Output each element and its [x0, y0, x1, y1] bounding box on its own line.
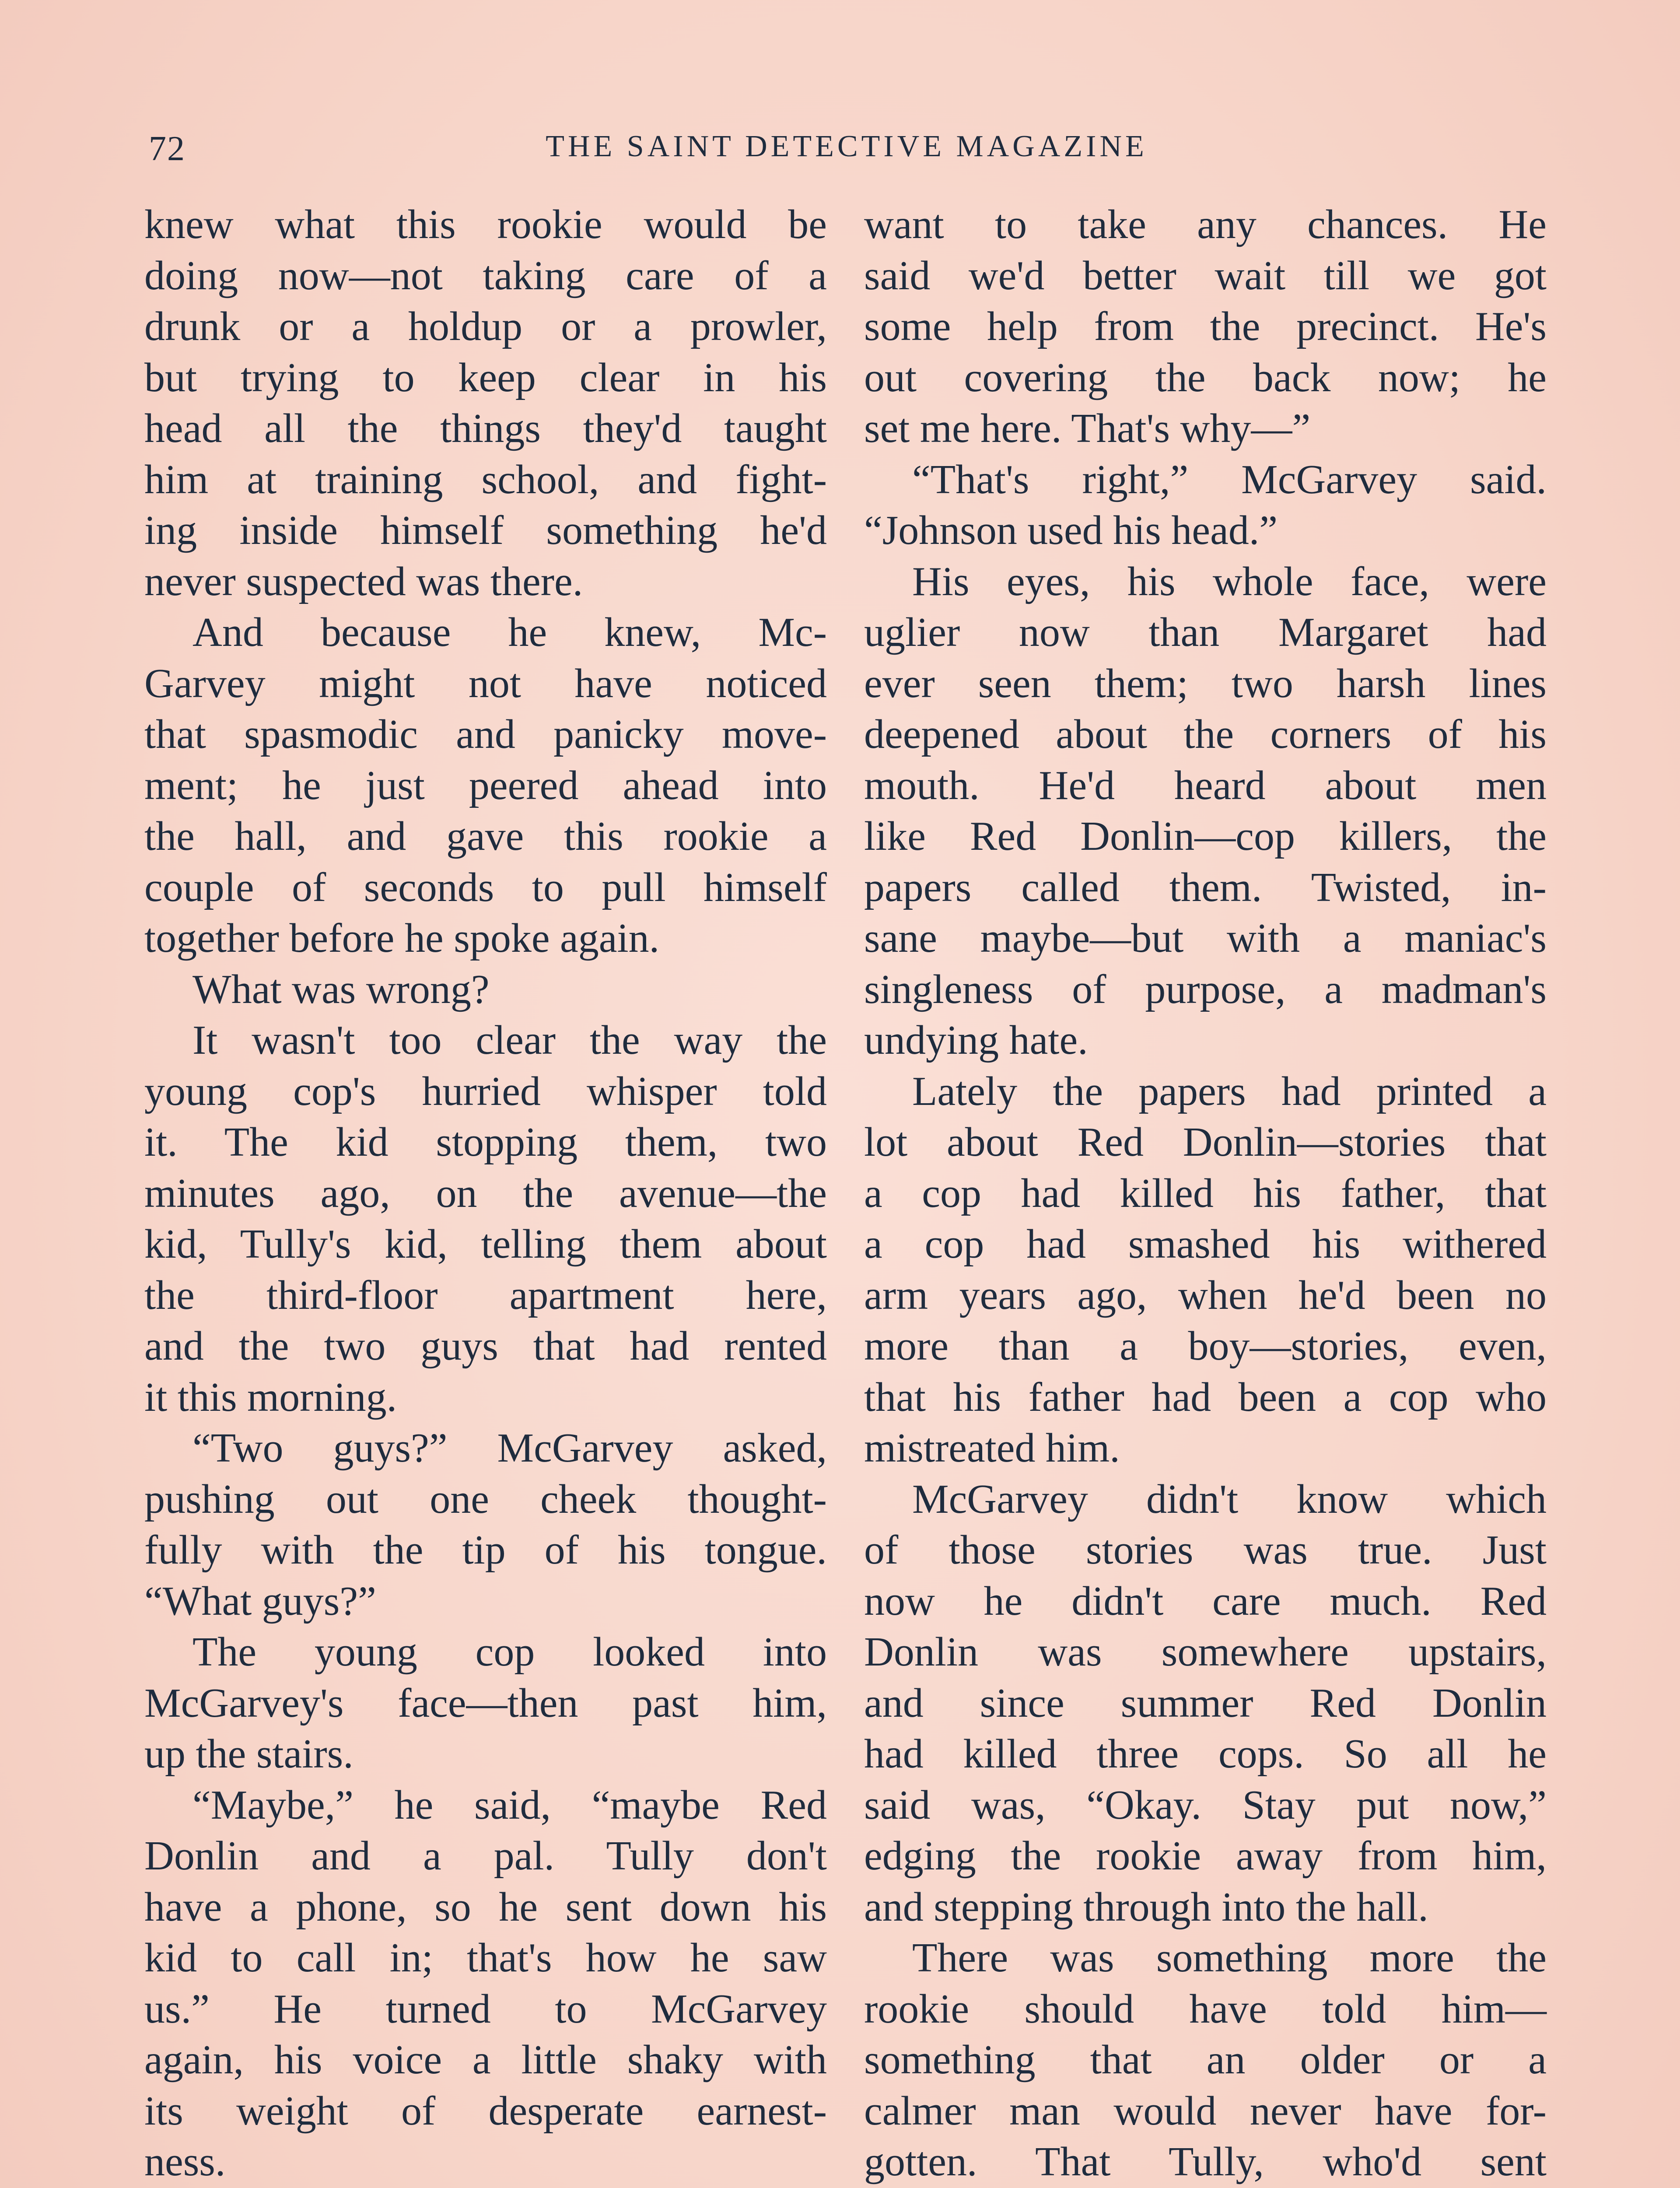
text-line: Donlin and a pal. Tully don't: [144, 1833, 827, 1879]
text-line: something that an older or a: [864, 2037, 1547, 2083]
text-line: kid to call in; that's how he saw: [144, 1935, 827, 1981]
text-line: more than a boy—stories, even,: [864, 1323, 1547, 1369]
text-line: head all the things they'd taught: [144, 406, 827, 451]
text-line: The young cop looked into: [192, 1629, 827, 1675]
text-line: ing inside himself something he'd: [144, 508, 827, 553]
text-line: It wasn't too clear the way the: [192, 1017, 827, 1063]
text-line: and since summer Red Donlin: [864, 1680, 1547, 1726]
text-line: it this morning.: [144, 1374, 397, 1420]
text-line: some help from the precinct. He's: [864, 304, 1547, 349]
text-line: McGarvey's face—then past him,: [144, 1680, 827, 1726]
text-line: papers called them. Twisted, in-: [864, 864, 1547, 910]
text-line: Garvey might not have noticed: [144, 660, 827, 706]
text-line: said was, “Okay. Stay put now,”: [864, 1782, 1547, 1828]
text-line: lot about Red Donlin—stories that: [864, 1119, 1547, 1165]
text-line: young cop's hurried whisper told: [144, 1068, 827, 1114]
text-line: the hall, and gave this rookie a: [144, 813, 827, 859]
text-line: sane maybe—but with a maniac's: [864, 915, 1547, 961]
text-line: gotten. That Tully, who'd sent: [864, 2139, 1547, 2184]
text-line: want to take any chances. He: [864, 202, 1547, 247]
text-line: but trying to keep clear in his: [144, 354, 827, 400]
text-line: “What guys?”: [144, 1578, 376, 1624]
text-line: a cop had smashed his withered: [864, 1221, 1547, 1267]
page-header: [140, 129, 1553, 177]
text-line: doing now—not taking care of a: [144, 252, 827, 298]
text-line: “Johnson used his head.”: [864, 508, 1278, 553]
text-line: him at training school, and fight-: [144, 456, 827, 502]
text-line: Donlin was somewhere upstairs,: [864, 1629, 1547, 1675]
text-line: calmer man would never have for-: [864, 2088, 1547, 2134]
text-line: and the two guys that had rented: [144, 1323, 827, 1369]
text-line: drunk or a holdup or a prowler,: [144, 304, 827, 349]
text-line: What was wrong?: [192, 966, 490, 1012]
text-line: together before he spoke again.: [144, 915, 660, 961]
text-line: it. The kid stopping them, two: [144, 1119, 827, 1165]
text-line: now he didn't care much. Red: [864, 1578, 1547, 1624]
text-line: have a phone, so he sent down his: [144, 1884, 827, 1930]
text-line: McGarvey didn't know which: [912, 1476, 1547, 1522]
text-line: again, his voice a little shaky with: [144, 2037, 827, 2083]
text-line: His eyes, his whole face, were: [912, 558, 1547, 604]
text-line: “Maybe,” he said, “maybe Red: [192, 1782, 827, 1828]
text-line: out covering the back now; he: [864, 354, 1547, 400]
text-line: its weight of desperate earnest-: [144, 2088, 827, 2134]
text-line: arm years ago, when he'd been no: [864, 1272, 1547, 1318]
text-line: that spasmodic and panicky move-: [144, 712, 827, 757]
text-line: and stepping through into the hall.: [864, 1884, 1428, 1930]
text-line: had killed three cops. So all he: [864, 1731, 1547, 1777]
text-line: like Red Donlin—cop killers, the: [864, 813, 1547, 859]
text-line: the third-floor apartment here,: [144, 1272, 827, 1318]
text-line: us.” He turned to McGarvey: [144, 1986, 827, 2032]
text-line: There was something more the: [912, 1935, 1547, 1981]
text-line: said we'd better wait till we got: [864, 252, 1547, 298]
text-line: And because he knew, Mc-: [192, 610, 827, 655]
text-line: minutes ago, on the avenue—the: [144, 1170, 827, 1216]
text-line: fully with the tip of his tongue.: [144, 1527, 827, 1573]
text-line: set me here. That's why—”: [864, 406, 1311, 451]
text-line: ever seen them; two harsh lines: [864, 660, 1547, 706]
text-line: pushing out one cheek thought-: [144, 1476, 827, 1522]
text-line: never suspected was there.: [144, 558, 583, 604]
text-line: edging the rookie away from him,: [864, 1833, 1547, 1879]
text-line: knew what this rookie would be: [144, 202, 827, 247]
text-line: kid, Tully's kid, telling them about: [144, 1221, 827, 1267]
text-line: up the stairs.: [144, 1731, 354, 1777]
text-line: mistreated him.: [864, 1425, 1120, 1471]
text-line: uglier now than Margaret had: [864, 610, 1547, 655]
left-text-column: [144, 199, 827, 2188]
right-text-column: [864, 199, 1547, 2188]
text-line: ness.: [144, 2139, 226, 2184]
running-title: THE SAINT DETECTIVE MAGAZINE: [546, 130, 1148, 163]
text-line: that his father had been a cop who: [864, 1374, 1547, 1420]
text-line: undying hate.: [864, 1017, 1088, 1063]
page-number: 72: [149, 130, 186, 168]
text-line: ment; he just peered ahead into: [144, 762, 827, 808]
text-line: deepened about the corners of his: [864, 712, 1547, 757]
text-line: of those stories was true. Just: [864, 1527, 1547, 1573]
text-line: Lately the papers had printed a: [912, 1068, 1547, 1114]
text-line: rookie should have told him—: [864, 1986, 1547, 2032]
text-line: singleness of purpose, a madman's: [864, 966, 1547, 1012]
text-line: “That's right,” McGarvey said.: [912, 456, 1547, 502]
text-line: couple of seconds to pull himself: [144, 864, 827, 910]
text-line: mouth. He'd heard about men: [864, 762, 1547, 808]
text-line: a cop had killed his father, that: [864, 1170, 1547, 1216]
text-line: “Two guys?” McGarvey asked,: [192, 1425, 827, 1471]
